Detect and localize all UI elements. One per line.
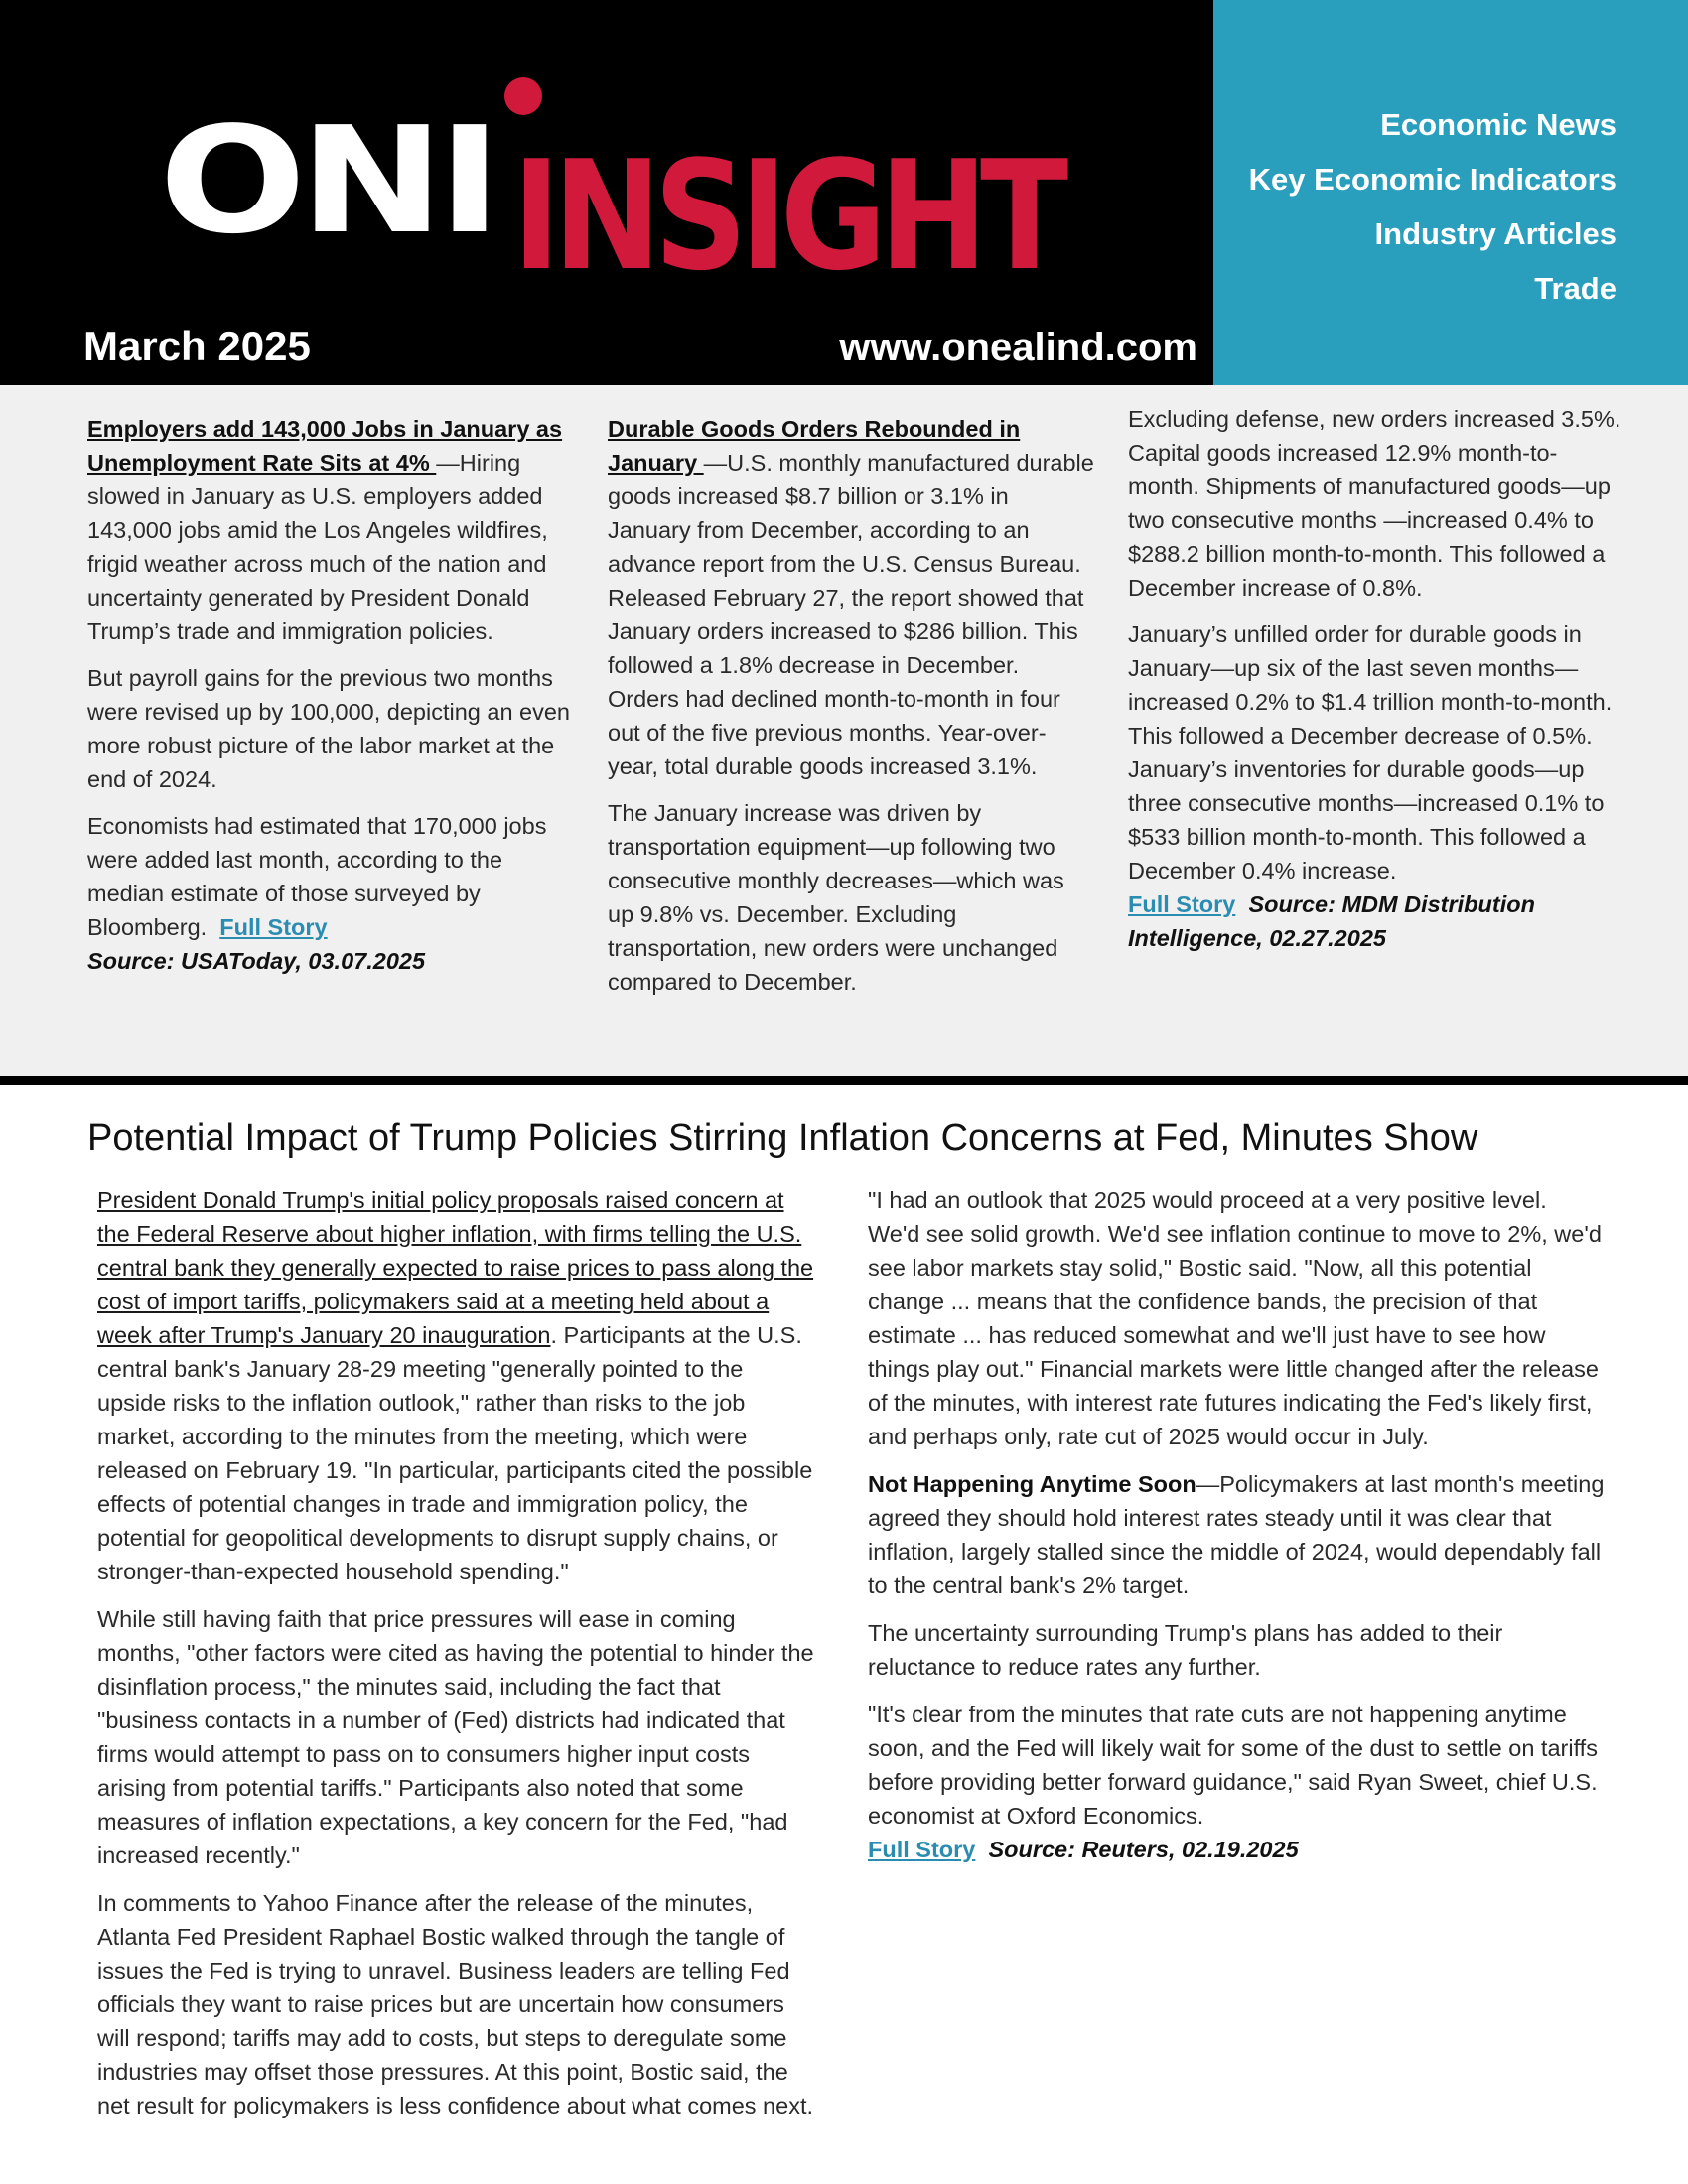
news-band xyxy=(0,385,1688,1076)
feature-lead-link[interactable]: President Donald Trump's initial policy proposals raised concern at the Federal Reserve about higher inflation, with firms telling the U.S. central bank they generally expected to raise prices to pass along the cost of import tariffs, policymakers said at a meeting held about a week after Trump's January 20 inauguration xyxy=(97,1187,814,1348)
feature-paragraph-2: While still having faith that price pressures will ease in coming months, "other factors were cited as having the potential to hinder the disinflation process," the minutes said, including the fact that "business contacts in a number of (Fed) districts had indicated that firms would attempt to pass on to consumers higher input costs arising from potential tariffs." Participants also noted that some measures of inflation expectations, a key concern for the Fed, "had increased recently." xyxy=(97,1606,814,1868)
employment-paragraph-1: Employers add 143,000 Jobs in January as Unemployment Rate Sits at 4% —Hiring slowed in January as U.S. employers added 143,000 jobs amid the Los Angeles wildfires, frigid weather across much of the nation and uncertainty generated by President Donald Trump’s trade and immigration policies. xyxy=(87,416,563,644)
feature-paragraph-4: "I had an outlook that 2025 would proceed at a very positive level. We'd see solid growth. We'd see inflation continue to move to 2%, we'd see labor markets stay solid," Bostic said. "Now, all this potential change ... means that the confidence bands, the precision of that estimate ... has reduced somewhat and we'll just have to see how things play out." Financial markets were little changed after the release of the minutes, with interest rate futures indicating the Fed's likely first, and perhaps only, rate cut of 2025 would occur in July. xyxy=(868,1187,1602,1449)
topic-trade: Trade xyxy=(1534,271,1617,306)
topic-economic-news: Economic News xyxy=(1380,107,1617,142)
section-divider xyxy=(0,1076,1688,1085)
employment-article xyxy=(87,412,574,978)
durable-paragraph-1: Durable Goods Orders Rebounded in January —U.S. monthly manufactured durable goods increased $8.7 billion or 3.1% in January from December, according to an advance report from the U.S. Census Bureau. Released February 27, the report showed that January orders increased to $286 billion. This followed a 1.8% decrease in December. Orders had declined month-to-month in four out of the five previous months. Year-over-year, total durable goods increased 3.1%. xyxy=(608,416,1094,779)
feature-full-story-link[interactable]: Full Story xyxy=(868,1837,976,1862)
durable-full-story-link[interactable]: Full Story xyxy=(1128,891,1236,917)
durable-source-line xyxy=(1128,887,1624,955)
feature-source: Source: Reuters, 02.19.2025 xyxy=(988,1837,1299,1862)
durable-paragraph-2: The January increase was driven by transportation equipment—up following two consecutive monthly decreases—which was up 9.8% vs. December. Excluding transportation, new orders were unchanged compared to December. xyxy=(608,800,1064,995)
logo-oni-text: ONI xyxy=(159,95,495,266)
employment-source: Source: USAToday, 03.07.2025 xyxy=(87,948,426,974)
feature-title: Potential Impact of Trump Policies Stirring Inflation Concerns at Fed, Minutes Show xyxy=(87,1117,1478,1159)
durable-goods-headline[interactable]: Durable Goods Orders Rebounded in January xyxy=(608,416,1021,476)
feature-paragraph-3: In comments to Yahoo Finance after the release of the minutes, Atlanta Fed President Raphael Bostic walked through the tangle of issues the Fed is trying to unravel. Business leaders are telling Fed officials they want to raise prices but are uncertain how consumers will respond; tariffs may add to costs, but steps to deregulate some industries may offset those pressures. At this point, Bostic said, the net result for policymakers is less confidence about what comes next. xyxy=(97,1890,814,2118)
durable-paragraph-4: January’s unfilled order for durable goods in January—up six of the last seven months—increased 0.2% to $1.4 trillion month-to-month. This followed a December decrease of 0.5%. January’s inventories for durable goods—up three consecutive months—increased 0.1% to $533 billion month-to-month. This followed a December 0.4% increase. xyxy=(1128,621,1613,884)
durable-goods-article-part-2 xyxy=(1128,402,1624,968)
feature-paragraph-1: President Donald Trump's initial policy proposals raised concern at the Federal Reserve about higher inflation, with firms telling the U.S. central bank they generally expected to raise prices to pass along the cost of import tariffs, policymakers said at a meeting held about a week after Trump's January 20 inauguration. Participants at the U.S. central bank's January 28-29 meeting "generally pointed to the upside risks to the inflation outlook," rather than risks to the job market, according to the minutes from the meeting, which were released on February 19. "In particular, participants cited the possible effects of potential changes in trade and immigration policy, the potential for geopolitical developments to disrupt supply chains, or stronger-than-expected household spending." xyxy=(97,1187,814,1584)
feature-column-1 xyxy=(97,1183,814,2118)
logo-insight-text: INSIGHT xyxy=(512,128,1061,304)
issue-date: March 2025 xyxy=(83,323,311,369)
topics-list xyxy=(1249,97,1617,316)
feature-subhead: Not Happening Anytime Soon xyxy=(868,1471,1196,1497)
durable-goods-article-part-1 xyxy=(608,412,1094,1012)
feature-paragraph-6: The uncertainty surrounding Trump's plans has added to their reluctance to reduce rates any further. xyxy=(868,1620,1503,1680)
topics-panel xyxy=(1213,0,1688,385)
employment-headline[interactable]: Employers add 143,000 Jobs in January as Unemployment Rate Sits at 4% xyxy=(87,416,563,476)
durable-paragraph-3: Excluding defense, new orders increased 3.5%. Capital goods increased 12.9% month-to-month. Shipments of manufactured goods—up two consecutive months —increased 0.4% to $288.2 billion month-to-month. This followed a December increase of 0.8%. xyxy=(1128,406,1621,601)
feature-column-2 xyxy=(868,1183,1605,1880)
logo-red-dot xyxy=(504,77,542,115)
employment-paragraph-3: Economists had estimated that 170,000 jobs were added last month, according to the median estimate of those surveyed by Bloomberg. Full Story Source: USAToday, 03.07.2025 xyxy=(87,813,547,974)
employment-full-story-link[interactable]: Full Story xyxy=(219,914,328,940)
feature-paragraph-7: "It's clear from the minutes that rate cuts are not happening anytime soon, and the Fed will likely wait for some of the dust to settle on tariffs before providing better forward guidance," said Ryan Sweet, chief U.S. economist at Oxford Economics. Full Story Source: Reuters, 02.19.2025 xyxy=(868,1702,1598,1862)
masthead xyxy=(0,0,1213,385)
feature-paragraph-5: Not Happening Anytime Soon—Policymakers at last month's meeting agreed they should hold interest rates steady until it was clear that inflation, largely stalled since the middle of 2024, would dependably fall to the central bank's 2% target. xyxy=(868,1471,1605,1598)
durable-source: Source: MDM Distribution Intelligence, 02.27.2025 xyxy=(1128,891,1535,951)
topic-industry-articles: Industry Articles xyxy=(1374,216,1617,251)
employment-paragraph-2: But payroll gains for the previous two months were revised up by 100,000, depicting an even more robust picture of the labor market at the end of 2024. xyxy=(87,665,570,792)
website-link[interactable]: www.onealind.com xyxy=(839,326,1197,369)
topic-key-economic-indicators: Key Economic Indicators xyxy=(1248,162,1617,197)
